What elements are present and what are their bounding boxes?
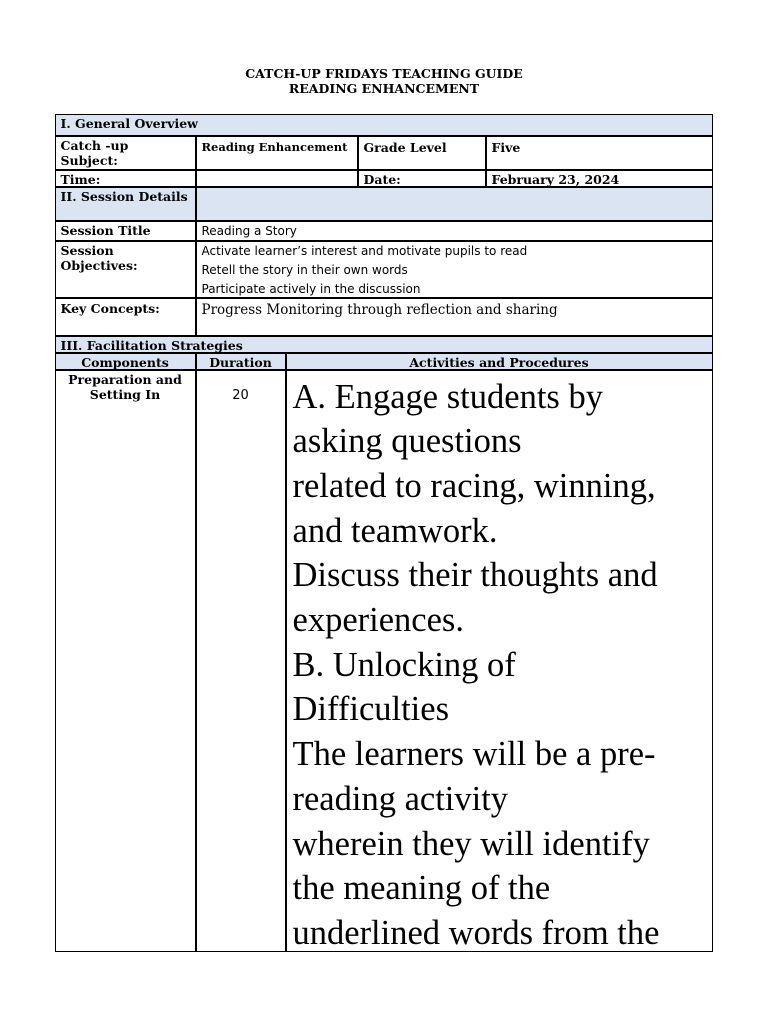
activity-line: B. Unlocking of bbox=[292, 645, 516, 684]
grade-level-label: Grade Level bbox=[358, 136, 486, 170]
activity-line: Difficulties bbox=[292, 690, 449, 729]
objective-item: Activate learner’s interest and motivate pupils to read bbox=[201, 243, 528, 258]
activity-line: experiences. bbox=[292, 601, 464, 640]
component-cell: Preparation and Setting In bbox=[55, 370, 196, 952]
activity-line: wherein they will identify bbox=[292, 824, 650, 863]
guide-subtitle: READING ENHANCEMENT bbox=[288, 81, 480, 96]
session-title-label: Session Title bbox=[55, 221, 196, 241]
key-concepts-label: Key Concepts: bbox=[55, 298, 196, 336]
activity-line: A. Engage students by bbox=[292, 377, 603, 416]
activity-line: reading activity bbox=[292, 779, 509, 818]
grade-level-value: Five bbox=[486, 136, 713, 170]
activity-line: and teamwork. bbox=[292, 511, 498, 550]
session-objectives-list bbox=[196, 241, 713, 298]
general-overview-header: I. General Overview bbox=[55, 114, 713, 136]
objective-item: Retell the story in their own words bbox=[201, 262, 408, 277]
activity-line: Discuss their thoughts and bbox=[292, 556, 658, 595]
date-label: Date: bbox=[358, 170, 486, 187]
session-details-header: II. Session Details bbox=[55, 187, 196, 221]
facilitation-header: III. Facilitation Strategies bbox=[55, 336, 713, 353]
teaching-guide-table bbox=[55, 114, 713, 952]
duration-cell: 20 bbox=[196, 370, 286, 952]
activities-cell bbox=[286, 370, 713, 952]
duration-column-header: Duration bbox=[196, 353, 286, 370]
time-label: Time: bbox=[55, 170, 196, 187]
session-title-value: Reading a Story bbox=[196, 221, 713, 241]
time-value bbox=[196, 170, 358, 187]
objective-item: Participate actively in the discussion bbox=[201, 281, 421, 296]
activities-column-header: Activities and Procedures bbox=[286, 353, 713, 370]
session-objectives-label: Session Objectives: bbox=[55, 241, 196, 298]
activity-line: underlined words from the bbox=[292, 913, 660, 952]
date-value: February 23, 2024 bbox=[486, 170, 713, 187]
guide-title: CATCH-UP FRIDAYS TEACHING GUIDE bbox=[245, 66, 523, 81]
session-details-header-fill bbox=[196, 187, 713, 221]
key-concepts-value: Progress Monitoring through reflection and sharing bbox=[196, 298, 713, 336]
subject-label: Catch -up Subject: bbox=[55, 136, 196, 170]
activity-line: the meaning of the bbox=[292, 869, 551, 908]
activity-line: The learners will be a pre- bbox=[292, 735, 656, 774]
subject-value: Reading Enhancement bbox=[196, 136, 358, 170]
components-column-header: Components bbox=[55, 353, 196, 370]
activity-line: related to racing, winning, bbox=[292, 466, 656, 505]
activity-line: asking questions bbox=[292, 422, 522, 461]
